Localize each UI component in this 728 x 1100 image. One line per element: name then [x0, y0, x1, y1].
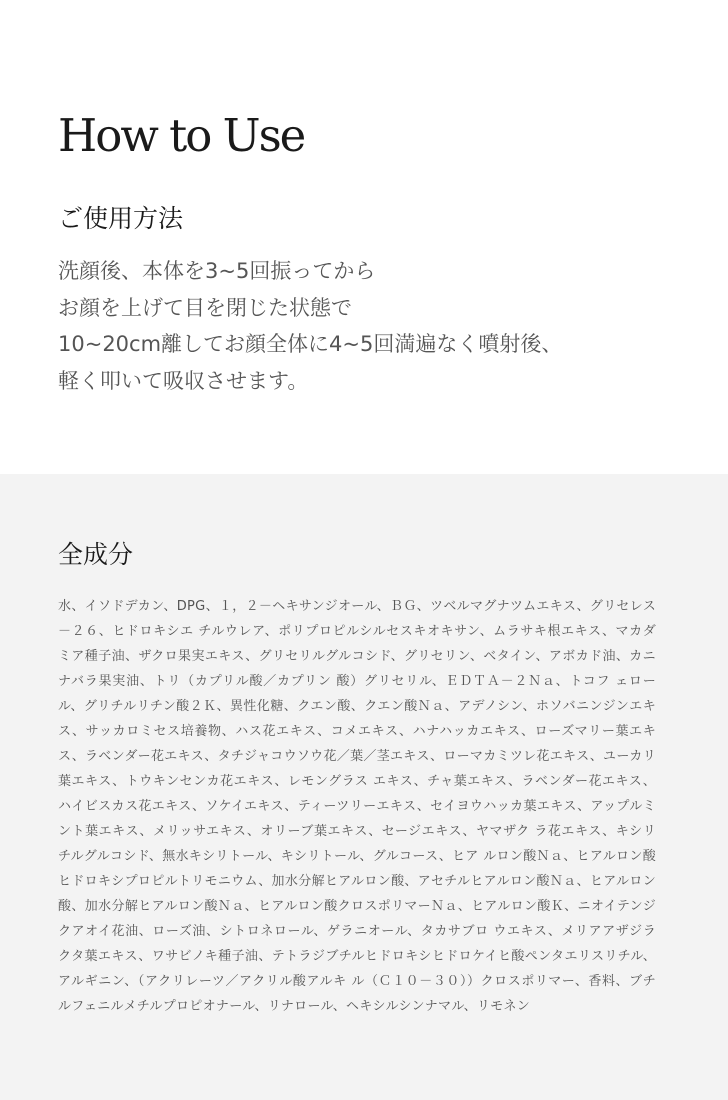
usage-steps — [58, 253, 678, 399]
ingredients-section — [0, 474, 728, 1100]
ingredients-list: 水、イソドデカン、DPG、１，２－ヘキサンジオール、ＢＧ、ツベルマグナツムエキス、グリセレス－２６、ヒドロキシエ チルウレア、ポリプロピルシルセスキオキサン、ムラサキ根エキス、マカダミア種子油、ザクロ果実エキス、グリセリルグルコシド、グリセリン、ベタイン、アボカド油、カニナバラ果実油、トリ（カプリル酸／カプリン 酸）グリセリル、ＥＤＴＡ－２Ｎａ、トコフ ェロール、グリチルリチン酸２Ｋ、異性化糖、クエン酸、クエン酸Ｎａ、アデノシン、ホソバニンジンエキス、サッカロミセス培養物、ハス花エキス、コメエキス、ハナハッカエキス、ローズマリー葉エキス、ラベンダー花エキス、タチジャコウソウ花／葉／茎エキス、ローマカミツレ花エキス、ユーカリ葉エキス、トウキンセンカ花エキス、レモングラス エキス、チャ葉エキス、ラベンダー花エキス、ハイビスカス花エキス、ソケイエキス、ティーツリーエキス、セイヨウハッカ葉エキス、アップルミント葉エキス、メリッサエキス、オリーブ葉エキス、セージエキス、ヤマザク ラ花エキス、キシリチルグルコシド、無水キシリトール、キシリトール、グルコース、ヒア ルロン酸Ｎａ、ヒアルロン酸ヒドロキシプロピルトリモニウム、加水分解ヒアルロン酸、アセチルヒアルロン酸Ｎａ、ヒアルロン酸、加水分解ヒアルロン酸Ｎａ、ヒアルロン酸クロスポリマーＮａ、ヒアルロン酸Ｋ、ニオイテンジクアオイ花油、ローズ油、シトロネロール、ゲラニオール、タカサブロ ウエキス、メリアアザジラクタ葉エキス、ワサビノキ種子油、テトラジブチルヒドロキシヒドロケイヒ酸ペンタエリスリチル、アルギニン、（アクリレーツ／アクリル酸アルキ ル（Ｃ１０－３０））クロスポリマー、香料、ブチルフェニルメチルプロピオナール、リナロール、ヘキシルシンナマル、リモネン — [58, 599, 656, 1014]
usage-step: お顔を上げて目を閉じた状態で — [58, 295, 352, 320]
how-to-use-section — [0, 0, 728, 474]
usage-subtitle: ご使用方法 — [58, 204, 184, 233]
usage-step: 10~20cm離してお顔全体に4~5回満遍なく噴射後、 — [58, 332, 563, 356]
usage-step: 軽く叩いて吸収させます。 — [58, 368, 309, 393]
ingredients-heading: 全成分 — [58, 540, 134, 569]
usage-step: 洗顔後、本体を3~5回振ってから — [58, 259, 376, 283]
how-to-use-title: How to Use — [58, 109, 305, 162]
